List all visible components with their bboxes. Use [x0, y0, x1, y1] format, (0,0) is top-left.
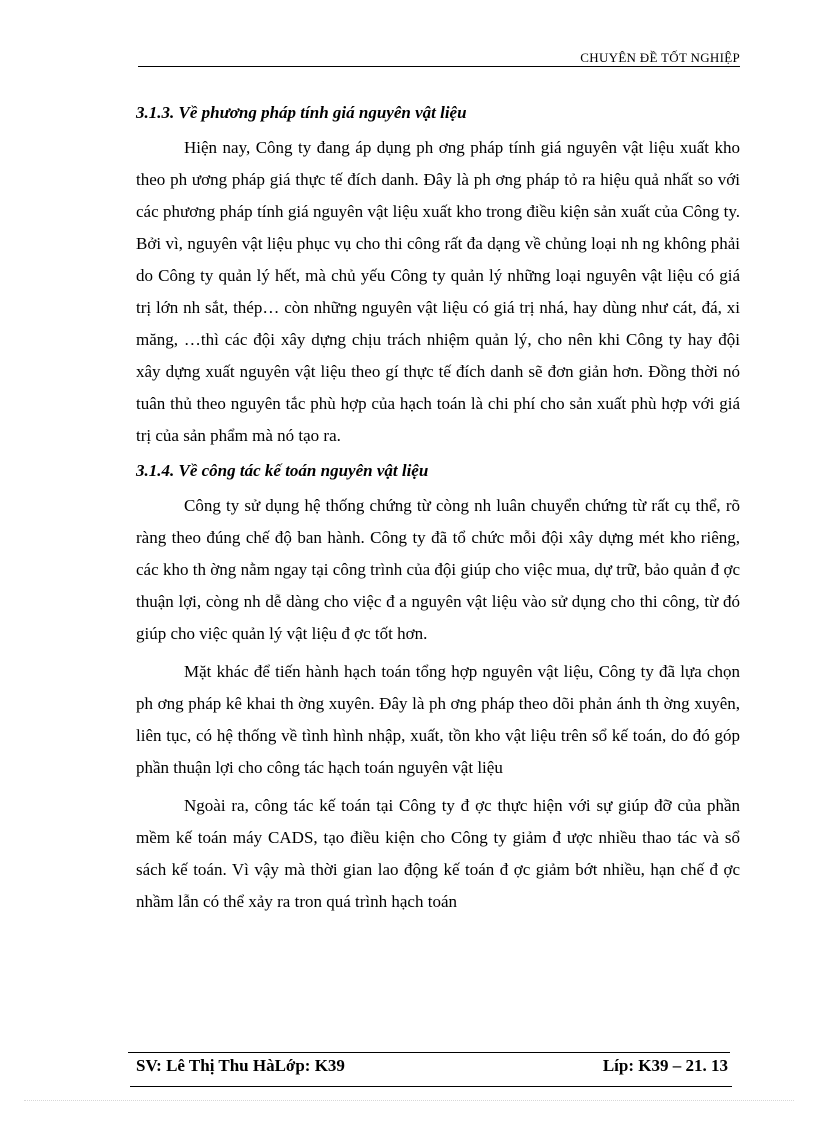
- section-heading-3-1-4: 3.1.4. Về công tác kế toán nguyên vật liệu: [136, 461, 429, 480]
- header-rule: [138, 66, 740, 67]
- paragraph: Mặt khác để tiến hành hạch toán tổng hợp nguyên vật liệu, Công ty đã lựa chọn ph ơng pháp kê khai th ờng xuyên. Đây là ph ơng pháp theo dõi phản ánh th ờng xuyên, liên tục, có hệ thống về tình hình nhập, xuất, tồn kho vật liệu trên sổ kế toán, do đó góp phần thuận lợi cho công tác hạch toán nguyên vật liệu: [136, 662, 740, 777]
- page-edge-dotted-line: [24, 1100, 794, 1101]
- paragraph: Ngoài ra, công tác kế toán tại Công ty đ ợc thực hiện với sự giúp đỡ của phần mềm kế toán máy CADS, tạo điều kiện cho Công ty giảm đ ược nhiều thao tác và sổ sách kế toán. Vì vậy mà thời gian lao động kế toán đ ợc giảm bớt nhiều, hạn chế đ ợc nhầm lẫn có thể xảy ra tron quá trình hạch toán: [136, 796, 740, 911]
- footer-bottom-rule: [130, 1086, 732, 1087]
- paragraph: Công ty sử dụng hệ thống chứng từ còng nh luân chuyển chứng từ rất cụ thể, rõ ràng theo đúng chế độ ban hành. Công ty đã tổ chức mỗi đội xây dựng mét kho riêng, các kho th ờng nằm ngay tại công trình của đội giúp cho việc mua, dự trữ, bảo quản đ ợc thuận lợi, còng nh dễ dàng cho việc đ a nguyên vật liệu vào sử dụng cho thi công, từ đó giúp cho việc quản lý vật liệu đ ợc tốt hơn.: [136, 496, 740, 643]
- footer-student: SV: Lê Thị Thu HàLớp: K39: [136, 1056, 345, 1075]
- section-heading-3-1-3: 3.1.3. Về phương pháp tính giá nguyên vật liệu: [136, 103, 467, 122]
- paragraph: Hiện nay, Công ty đang áp dụng ph ơng pháp tính giá nguyên vật liệu xuất kho theo ph ương pháp giá thực tế đích danh. Đây là ph ơng pháp tỏ ra hiệu quả nhất so với các phương pháp tính giá nguyên vật liệu xuất kho trong điều kiện sản xuất của Công ty. Bởi vì, nguyên vật liệu phục vụ cho thi công rất đa dạng về chủng loại nh ng không phải do Công ty quản lý hết, mà chủ yếu Công ty quản lý những loại nguyên vật liệu có giá trị lớn nh sắt, thép… còn những nguyên vật liệu có giá trị nhá, hay dùng như cát, đá, xi măng, …thì các đội xây dựng chịu trách nhiệm quản lý, cho nên khi Công ty hay đội xây dựng xuất nguyên vật liệu theo gí thực tế đích danh sẽ đơn giản hơn. Đồng thời nó tuân thủ theo nguyên tắc phù hợp của hạch toán là chi phí cho sản xuất phù hợp với giá trị của sản phẩm mà nó tạo ra.: [136, 138, 740, 445]
- footer-rule: [128, 1052, 730, 1053]
- running-header: CHUYÊN ĐỀ TỐT NGHIỆP: [580, 50, 740, 65]
- footer-class: Líp: K39 – 21. 13: [602, 1056, 728, 1075]
- page-content: [136, 100, 740, 924]
